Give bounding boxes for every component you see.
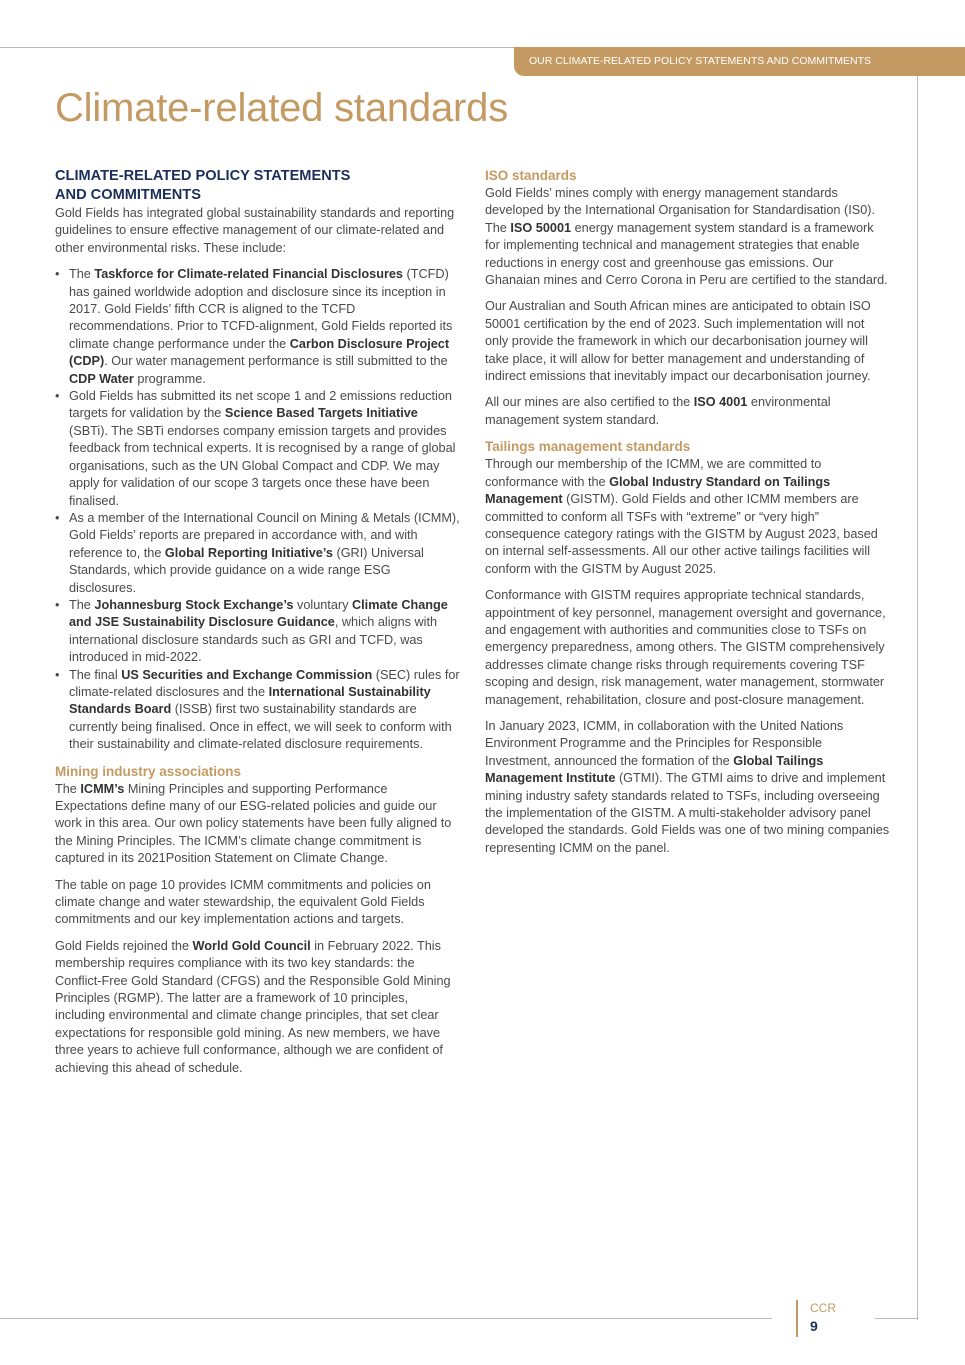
- iso-heading: ISO standards: [485, 168, 577, 183]
- text-run: The: [69, 597, 95, 612]
- bold-term: Carbon Disclosure Project (CDP): [69, 336, 450, 369]
- list-item: [55, 388, 460, 510]
- section-heading-line1: CLIMATE-RELATED POLICY STATEMENTS: [55, 168, 351, 184]
- bullet-icon: •: [55, 389, 60, 404]
- bold-term: Global Tailings Management Institute: [485, 753, 824, 786]
- section-heading-line2: AND COMMITMENTS: [55, 187, 201, 203]
- text-run: Mining Principles and supporting Performance Expectations define many of our ESG-related policies and guide our work in this area. Our own policy statements have been fully aligned to the Mining Principles. The ICMM’s climate change commitment is captured in its 2021Position Statement on Climate Change.: [55, 781, 452, 866]
- text-run: (SEC) rules for climate-related disclosures and the: [69, 667, 460, 699]
- mining-heading: Mining industry associations: [55, 763, 242, 779]
- text-run: Through our membership of the ICMM, we are committed to conformance with the: [485, 457, 822, 489]
- tailings-paragraph-2: Conformance with GISTM requires appropriate technical standards, appointment of key personnel, management oversight and governance, and engagement with authorities and communities close to TSFs on emergency preparedness, among others. The GISTM comprehensively addresses climate change risks through requirements covering TSF scoping and design, risk management, water management, stormwater management, rehabilitation, closure and post-closure management.: [485, 588, 886, 707]
- tailings-heading: Tailings management standards: [485, 439, 691, 455]
- text-run: (SBTi). The SBTi endorses company emission targets and provides feedback from technical experts. It is recognised by a range of global organisations, such as the UN Global Compact and CDP. We may apply for validation of our scope 3 targets once these have been finalised.: [69, 423, 456, 508]
- left-column: [55, 167, 460, 1086]
- intro-paragraph: Gold Fields has integrated global sustainability standards and reporting guidelines to ensure effective management of our climate-related and other environmental risks. These include:: [55, 206, 455, 255]
- tailings-paragraph-3: [485, 718, 890, 857]
- bullet-icon: •: [55, 597, 60, 612]
- bullet-icon: •: [55, 267, 60, 282]
- footer-report-label: CCR: [810, 1301, 836, 1315]
- text-run: programme.: [133, 371, 206, 386]
- bold-term: Johannesburg Stock Exchange’s: [94, 597, 294, 612]
- mining-paragraph-3: [55, 938, 460, 1077]
- text-run: Gold Fields has submitted its net scope 1 and 2 emissions reduction targets for validation by the: [69, 389, 452, 421]
- list-item: [55, 266, 460, 388]
- bold-term: World Gold Council: [192, 938, 311, 953]
- tailings-paragraph-1: [485, 456, 890, 578]
- text-run: environmental management system standard.: [485, 395, 831, 427]
- text-run: (GISTM). Gold Fields and other ICMM members are committed to conform all TSFs with “extreme” or “very high” consequence category ratings with the GISTM by August 2023, based on internal self-assessments. All our other active tailings facilities will conform with the GISTM by August 2025.: [485, 492, 878, 576]
- bold-term: US Securities and Exchange Commission: [121, 667, 373, 682]
- text-run: The: [69, 267, 95, 282]
- mining-paragraph-2: The table on page 10 provides ICMM commitments and policies on climate change and water stewardship, the equivalent Gold Fields commitments and our key implementation actions and targets.: [55, 877, 431, 927]
- text-run: The final: [69, 667, 122, 682]
- bold-term: Taskforce for Climate-related Financial Disclosures: [94, 267, 403, 282]
- bold-term: Global Reporting Initiative’s: [164, 545, 333, 560]
- standards-list: [55, 266, 460, 753]
- iso-paragraph-3: [485, 394, 890, 429]
- bold-term: ICMM’s: [80, 781, 125, 796]
- bold-term: Global Industry Standard on Tailings Management: [485, 474, 831, 507]
- text-run: (TCFD) has gained worldwide adoption and disclosure since its inception in 2017. Gold Fields’ fifth CCR is aligned to the TCFD recommendations. Prior to TCFD-alignment, Gold Fields reported its climate change performance under the: [69, 267, 453, 351]
- bullet-icon: •: [55, 510, 60, 525]
- text-run: All our mines are also certified to the: [485, 395, 694, 410]
- list-item: [55, 597, 460, 667]
- section-tab: OUR CLIMATE-RELATED POLICY STATEMENTS AND COMMITMENTS: [514, 47, 965, 76]
- text-run: (GTMI). The GTMI aims to drive and implement mining industry safety standards related to TSFs, including overseeing the implementation of the GISTM. A multi-stakeholder advisory panel developed the standards. Gold Fields was one of two mining companies representing ICMM on the panel.: [485, 771, 890, 855]
- bold-term: ISO 50001: [510, 220, 572, 235]
- bold-term: Climate Change and JSE Sustainability Disclosure Guidance: [69, 597, 448, 630]
- text-run: voluntary: [293, 597, 352, 612]
- text-run: (GRI) Universal Standards, which provide guidance on a wide range ESG disclosures.: [69, 545, 424, 595]
- section-heading: [55, 167, 460, 205]
- text-run: Gold Fields’ mines comply with energy management standards developed by the International Organisation for Standardisation (IS0). The: [485, 186, 876, 235]
- text-run: As a member of the International Council on Mining & Metals (ICMM), Gold Fields’ reports are prepared in accordance with, and with reference to, the: [69, 510, 460, 560]
- bold-term: ISO 4001: [693, 395, 748, 410]
- right-rule: [917, 47, 918, 1320]
- text-run: In January 2023, ICMM, in collaboration with the United Nations Environment Programme and the Principles for Responsible Investment, announced the formation of the: [485, 718, 844, 768]
- footer-accent-bar: [796, 1300, 798, 1337]
- text-run: energy management system standard is a framework for implementing technical and management strategies that enable reductions in energy cost and greenhouse gas emissions. Our Ghanaian mines and Cerro Corona in Peru are certified to the standard.: [485, 220, 888, 288]
- right-column: [485, 167, 890, 866]
- bold-term: CDP Water: [69, 371, 134, 386]
- text-run: in February 2022. This membership requires compliance with its two key standards: the Conflict-Free Gold Standard (CFGS) and the Responsible Gold Mining Principles (RGMP). The latter are a framework of 10 principles, including environmental and climate change principles, that set clear expectations for responsible gold mining. As new members, we have three years to achieve full conformance, although we are confident of achieving this ahead of schedule.: [55, 938, 451, 1075]
- list-item: [55, 510, 460, 597]
- bullet-icon: •: [55, 667, 60, 682]
- text-run: . Our water management performance is still submitted to the: [104, 354, 448, 369]
- list-item: [55, 667, 460, 754]
- text-run: , which aligns with international disclosure standards such as GRI and TCFD, was introduced in mid-2022.: [69, 615, 438, 665]
- page-title: Climate-related standards: [55, 86, 508, 130]
- iso-paragraph-2: Our Australian and South African mines are anticipated to obtain ISO 50001 certification by the end of 2023. Such implementation will not only provide the framework in which our decarbonisation journey will take place, it will allow for better management and understanding of indirect emissions that inevitably impact our decarbonisation journey.: [485, 299, 871, 384]
- bottom-rule-end: [875, 1318, 918, 1319]
- bottom-rule: [0, 1318, 772, 1319]
- text-run: Gold Fields rejoined the: [55, 938, 193, 953]
- bold-term: International Sustainability Standards Board: [69, 684, 431, 717]
- page-number: 9: [810, 1318, 818, 1334]
- iso-paragraph-1: [485, 185, 890, 289]
- text-run: (ISSB) first two sustainability standards are currently being finalised. Once in effect, we will seek to conform with their sustainability and climate-related disclosure requirements.: [69, 702, 452, 752]
- mining-paragraph-1: [55, 781, 460, 868]
- bold-term: Science Based Targets Initiative: [224, 406, 418, 421]
- text-run: The: [55, 781, 81, 796]
